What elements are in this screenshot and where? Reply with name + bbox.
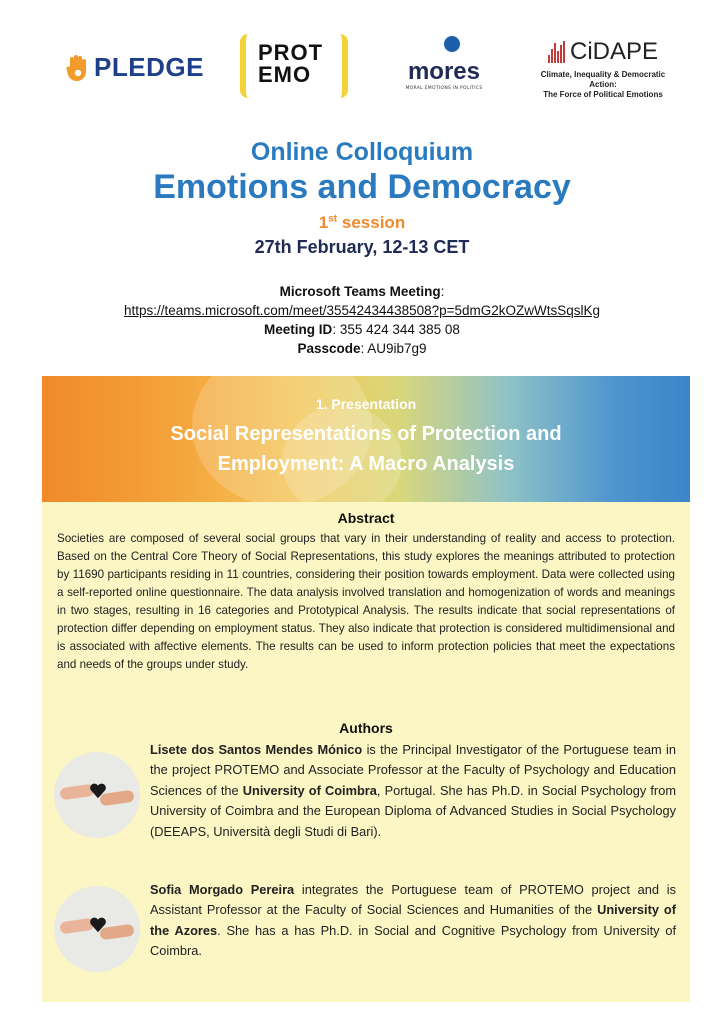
- author-name: Sofia Morgado Pereira: [150, 882, 295, 897]
- author-bio-part2: . She has a has Ph.D. in Social and Cognitive Psychology from University of Coimbra.: [150, 922, 677, 959]
- cidape-subtitle-line2: The Force of Political Emotions: [543, 90, 663, 99]
- colloquium-kicker: Online Colloquium: [250, 138, 474, 166]
- presentation-title-line1: Social Representations of Protection and: [170, 423, 562, 445]
- protemo-wordmark: [258, 42, 323, 86]
- cidape-subtitle: [528, 70, 678, 100]
- cidape-wordmark: CiDAPE: [569, 38, 659, 65]
- hand-icon: [66, 53, 90, 83]
- pledge-wordmark: PLEDGE: [94, 52, 204, 82]
- session-word: session: [341, 213, 406, 232]
- passcode-row: Passcode: AU9ib7g9: [297, 341, 427, 356]
- mores-logo: [398, 36, 490, 106]
- meeting-id-value: 355 424 344 385 08: [339, 322, 460, 337]
- cidape-logo: [528, 38, 678, 100]
- passcode-label: Passcode: [297, 341, 361, 356]
- session-suffix: st: [328, 213, 338, 225]
- presentation-banner: [42, 376, 690, 502]
- pledge-logo: [66, 52, 204, 83]
- presentation-title-line2: Employment: A Macro Analysis: [217, 453, 515, 475]
- presentation-number: 1. Presentation: [315, 396, 417, 412]
- author-name: Lisete dos Santos Mendes Mónico: [150, 742, 363, 757]
- abstract-heading: Abstract: [337, 510, 395, 526]
- protemo-line1: PROT: [258, 40, 324, 65]
- content-panel: [42, 502, 690, 1002]
- heart-icon: [89, 782, 107, 800]
- mores-dot: [444, 36, 460, 52]
- author-institution: University of the Azores: [150, 902, 677, 938]
- teams-meeting-link[interactable]: https://teams.microsoft.com/meet/35542434438508?p=5dmG2kOZwWtsSqslKg: [123, 303, 601, 318]
- page-title: Emotions and Democracy: [153, 168, 571, 206]
- author-institution: University of Coimbra: [242, 782, 377, 798]
- cidape-bars-icon: [548, 41, 566, 63]
- cidape-subtitle-line1: Climate, Inequality & Democratic Action:: [540, 70, 666, 89]
- meeting-id-label: Meeting ID: [264, 322, 333, 337]
- author-photo: [54, 886, 140, 972]
- teams-meeting-link-row: [0, 303, 724, 318]
- teams-meeting-label: Microsoft Teams Meeting:: [279, 284, 445, 299]
- teams-label-text: Microsoft Teams Meeting: [279, 284, 441, 299]
- author-photo: [54, 752, 140, 838]
- event-date: 27th February, 12-13 CET: [254, 237, 470, 257]
- protemo-logo: [240, 34, 348, 98]
- author-bio: [150, 740, 676, 842]
- protemo-line2: EMO: [258, 62, 312, 87]
- mores-wordmark: mores: [407, 58, 481, 85]
- abstract-text: Societies are composed of several social groups that vary in their understanding of reality and access to protection. Based on the Central Core Theory of Social Representations, this study explores the meanings attributed to protection by 11690 participants residing in 11 countries, considering their position towards employment. Data were collected using a self-reported online questionnaire. The data analysis involved translation and homogenization of words and meanings in two stages, resulting in 16 categories and Prototypical Analysis. The results indicate that social representations of protection differ depending on employment status. They also indicate that protection is considered multidimensional and is associated with affective elements. The results can be used to inform protection policies that meet the expectations and needs of the groups under study.: [57, 532, 675, 671]
- logo-row: [0, 30, 724, 110]
- session-label: [0, 213, 724, 233]
- author-bio-part2: , Portugal. She has Ph.D. in Social Psychology from University of Coimbra and the European Diploma of Advanced Studies in Social Psychology (DEEAPS, Università degli Studi di Bari).: [150, 782, 676, 839]
- author-bio-part1: integrates the Portuguese team of PROTEMO project and is Assistant Professor at the Faculty of Social Sciences and Humanities of the: [150, 882, 676, 918]
- passcode-value: AU9ib7g9: [367, 341, 427, 356]
- meeting-id-row: Meeting ID: 355 424 344 385 08: [264, 322, 460, 337]
- session-number: 1: [318, 213, 329, 232]
- authors-heading: Authors: [339, 720, 393, 736]
- mores-subtitle: MORAL EMOTIONS IN POLITICS: [405, 86, 483, 91]
- author-bio: [150, 880, 676, 962]
- author-bio-part1: is the Principal Investigator of the Portuguese team in the project PROTEMO and Associate Professor at the Faculty of Psychology and Education Sciences of the: [150, 742, 676, 798]
- heart-icon: [89, 916, 107, 934]
